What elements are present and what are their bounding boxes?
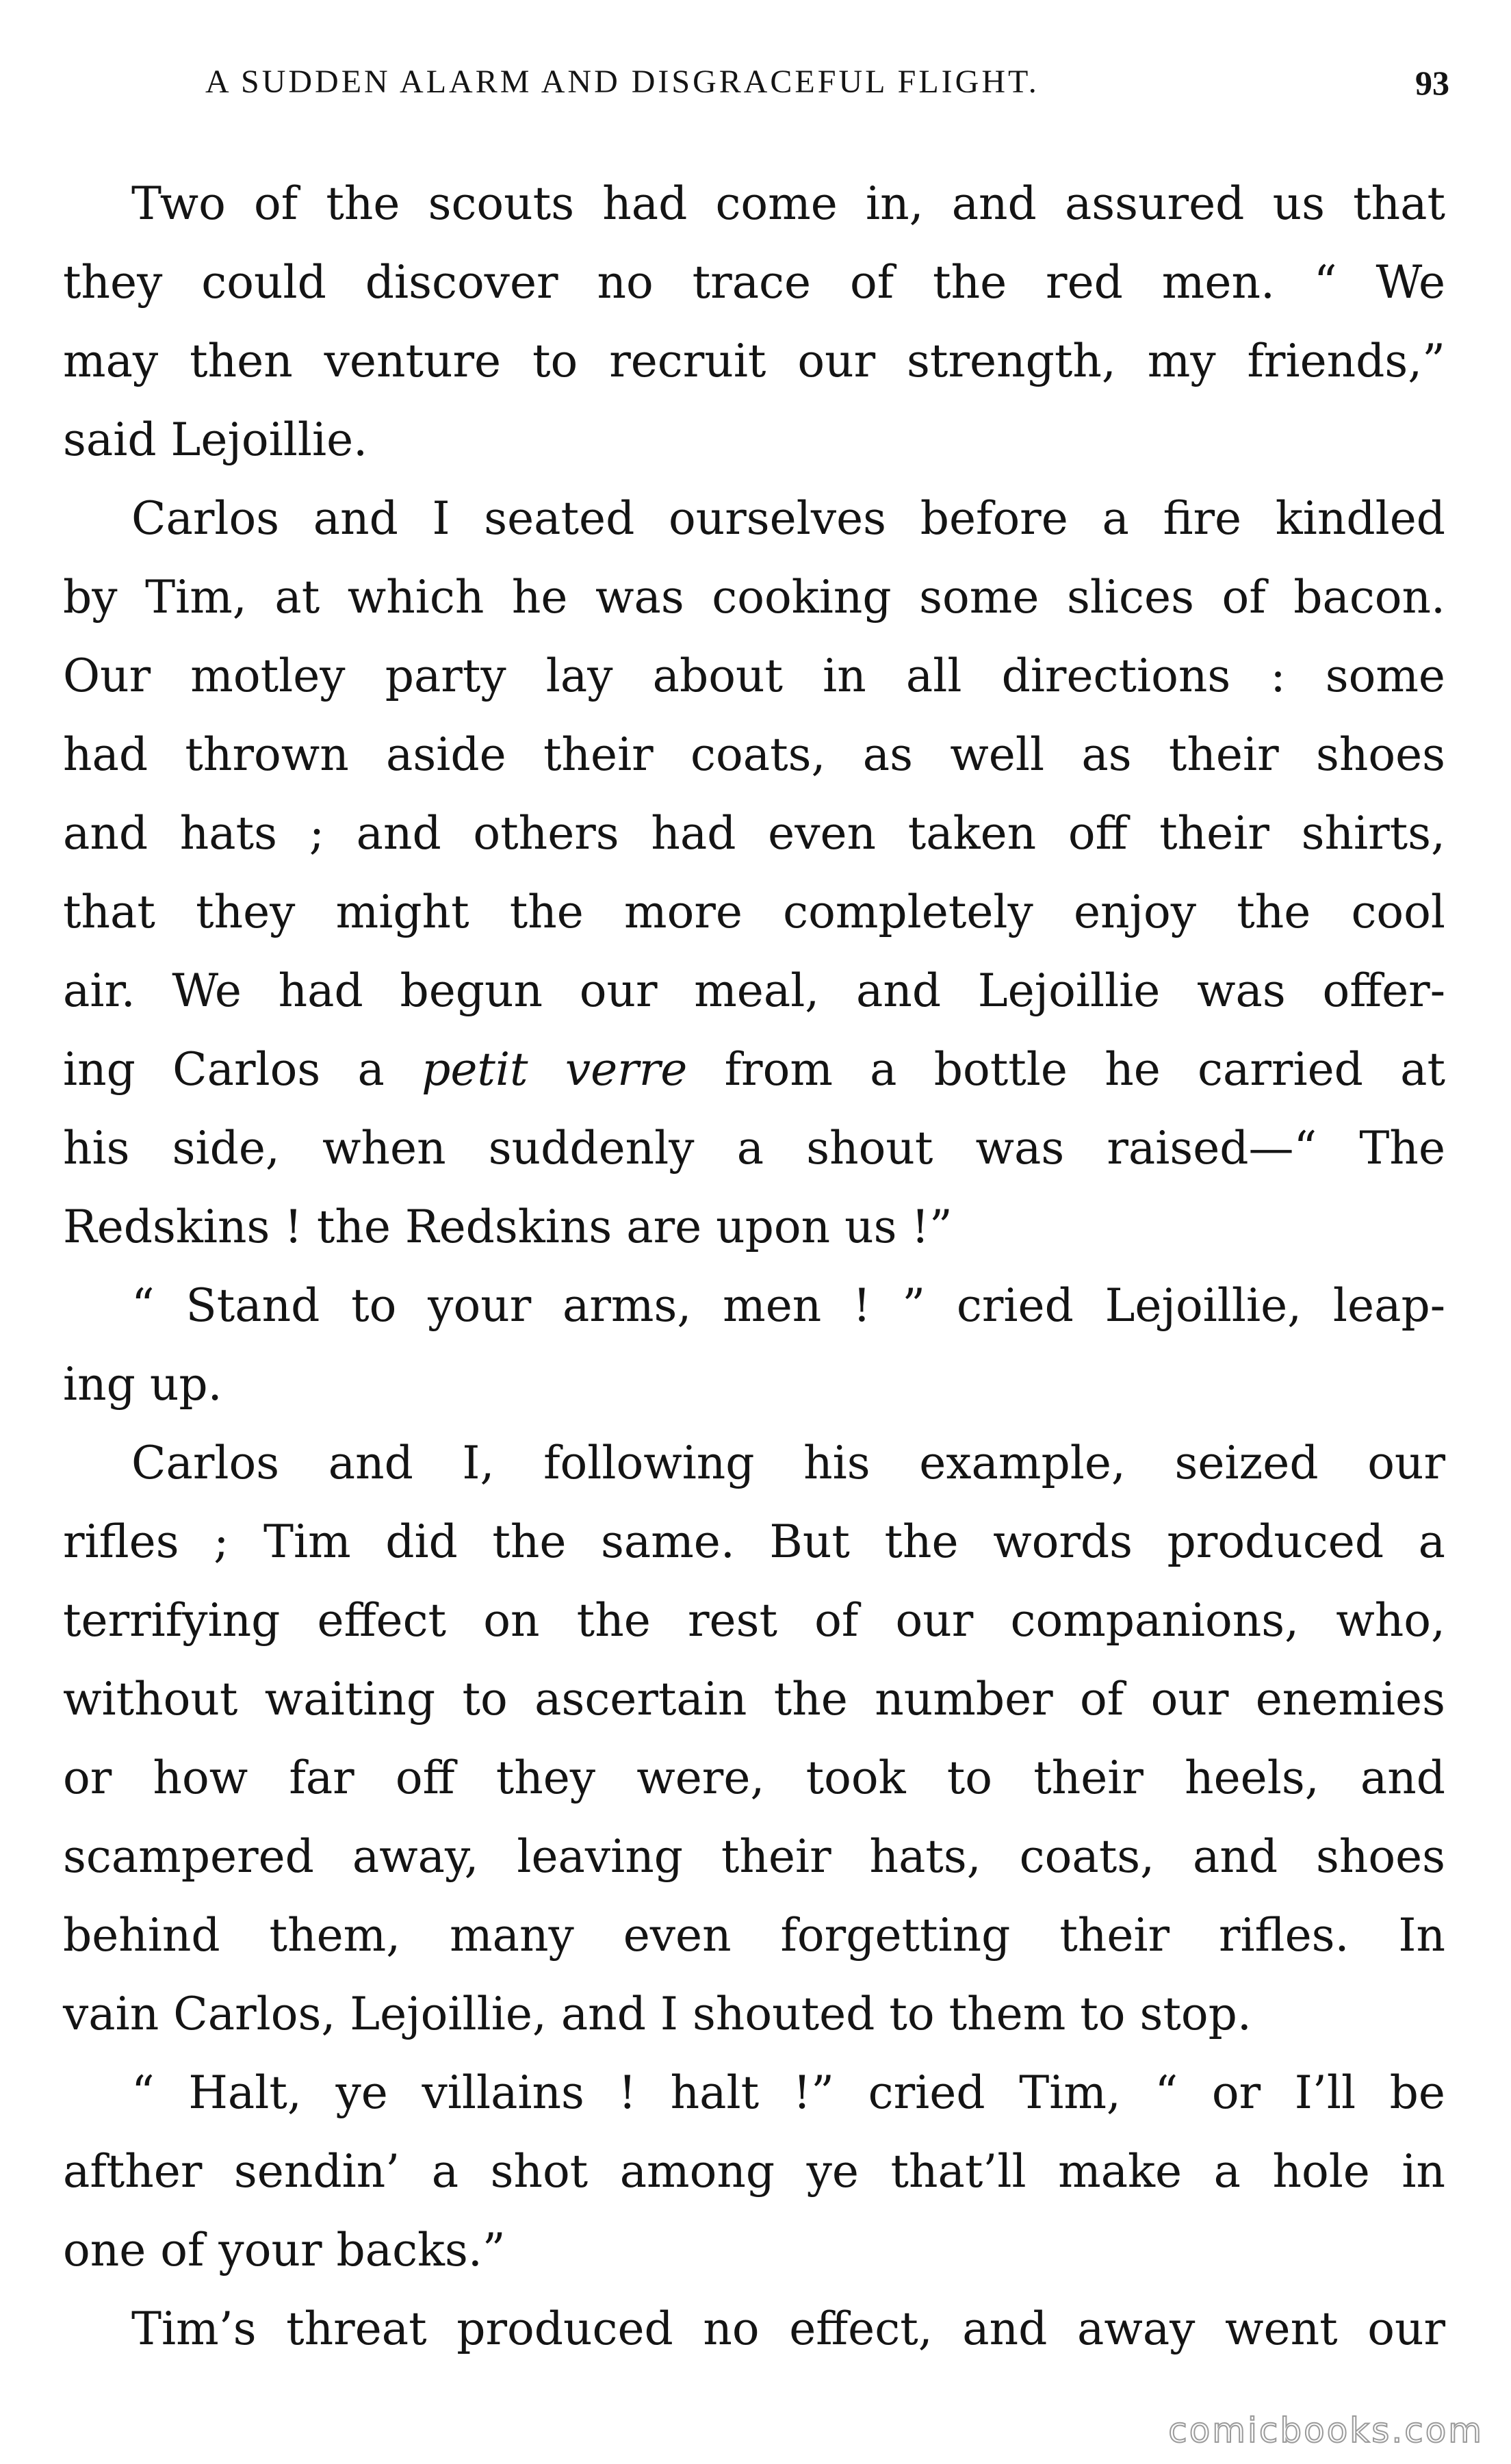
- text-line: behind them, many even forgetting their rifles. In: [63, 1909, 1445, 1962]
- text-line: or how far off they were, took to their heels, and: [63, 1751, 1445, 1804]
- text-segment: ing Carlos a: [63, 1043, 422, 1096]
- text-line: Tim’s threat produced no effect, and away went our: [131, 2302, 1445, 2355]
- text-segment: from a bottle he carried at: [687, 1043, 1446, 1096]
- text-line: scampered away, leaving their hats, coats, and shoes: [63, 1830, 1445, 1883]
- text-line: afther sendin’ a shot among ye that’ll make a hole in: [63, 2145, 1445, 2198]
- text-line: rifles ; Tim did the same. But the words produced a: [63, 1515, 1445, 1568]
- text-line: that they might the more completely enjoy the cool: [63, 886, 1445, 938]
- text-line: Redskins ! the Redskins are upon us !”: [63, 1201, 953, 1253]
- italic-phrase: petit verre: [422, 1043, 688, 1096]
- text-line: air. We had begun our meal, and Lejoillie was offer-: [63, 964, 1445, 1017]
- text-line: Carlos and I seated ourselves before a fire kindled: [131, 492, 1445, 545]
- text-line-with-italic: [63, 1030, 1445, 1109]
- text-line: “ Halt, ye villains ! halt !” cried Tim, “ or I’ll be: [131, 2066, 1445, 2119]
- text-line: they could discover no trace of the red men. “ We: [63, 256, 1445, 309]
- text-line: “ Stand to your arms, men ! ” cried Lejoillie, leap-: [131, 1279, 1445, 1332]
- text-line: may then venture to recruit our strength, my friends,”: [63, 335, 1445, 387]
- text-line: one of your backs.”: [63, 2224, 506, 2276]
- page-number: 93: [1415, 64, 1449, 102]
- watermark: comicbooks.com: [1168, 2411, 1484, 2450]
- text-line: Carlos and I, following his example, seized our: [131, 1437, 1445, 1489]
- text-line: vain Carlos, Lejoillie, and I shouted to them to stop.: [63, 1988, 1252, 2040]
- body-text: [63, 164, 1445, 2368]
- text-line: Two of the scouts had come in, and assured us that: [131, 177, 1445, 230]
- text-line: had thrown aside their coats, as well as their shoes: [63, 728, 1445, 781]
- text-line: said Lejoillie.: [63, 413, 368, 466]
- text-line: by Tim, at which he was cooking some slices of bacon.: [63, 571, 1445, 624]
- text-line: ing up.: [63, 1358, 222, 1411]
- text-line: terrifying effect on the rest of our companions, who,: [63, 1594, 1445, 1647]
- text-line: Our motley party lay about in all directions : some: [63, 650, 1445, 702]
- text-line: and hats ; and others had even taken off their shirts,: [63, 807, 1445, 860]
- text-line: without waiting to ascertain the number of our enemies: [63, 1673, 1445, 1725]
- text-line: his side, when suddenly a shout was raised—“ The: [63, 1122, 1445, 1175]
- running-head: A SUDDEN ALARM AND DISGRACEFUL FLIGHT.: [205, 64, 1039, 100]
